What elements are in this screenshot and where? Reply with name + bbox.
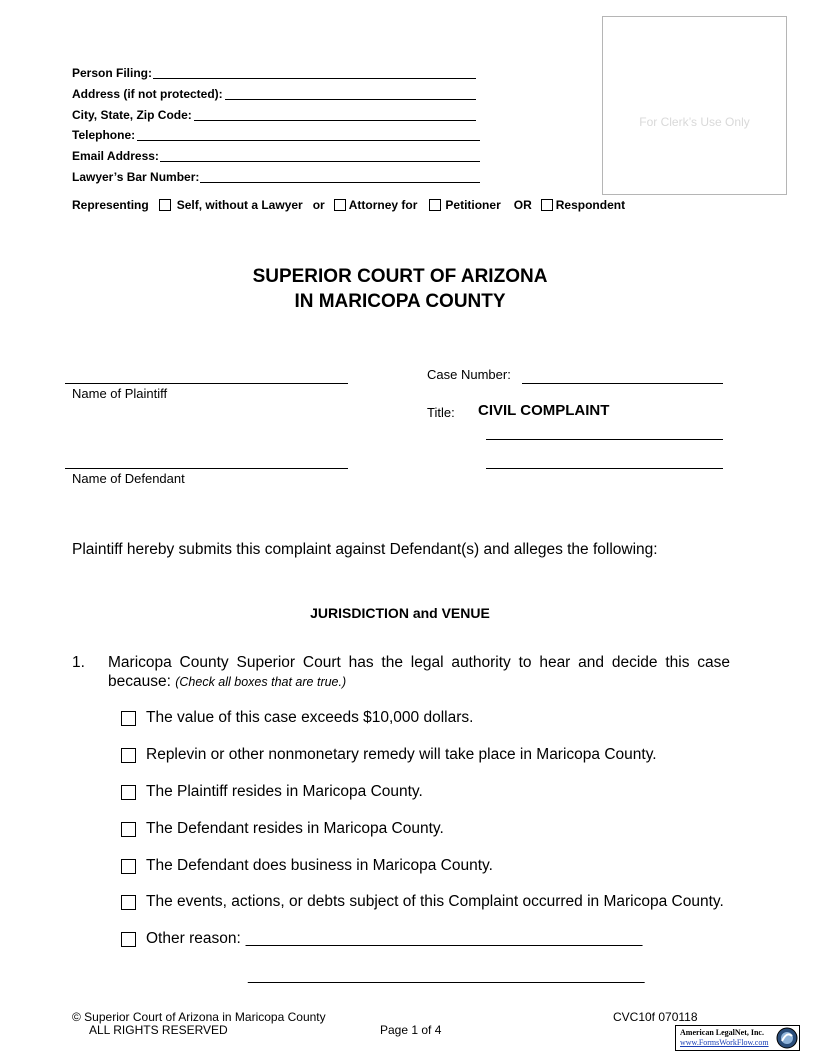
- footer-form-code: CVC10f 070118: [613, 1010, 698, 1024]
- respondent-label: Respondent: [555, 198, 626, 212]
- court-title-line-1: SUPERIOR COURT OF ARIZONA: [252, 266, 548, 287]
- bar-number-field[interactable]: [200, 182, 480, 183]
- address-field[interactable]: [225, 99, 476, 100]
- check-row-defendant-resides: [121, 820, 444, 838]
- other-reason-blank-2[interactable]: ______________________________________________: [248, 967, 645, 984]
- defendant-name-field[interactable]: [65, 468, 348, 469]
- intro-text: Plaintiff hereby submits this complaint against Defendant(s) and alleges the following:: [72, 541, 658, 558]
- case-number-field[interactable]: [522, 383, 723, 384]
- defendant-label: Name of Defendant: [72, 471, 185, 486]
- check-label: The Plaintiff resides in Maricopa County.: [146, 783, 423, 800]
- case-number-label: Case Number:: [427, 367, 511, 382]
- petitioner-label: Petitioner: [445, 198, 501, 212]
- legalnet-name: American LegalNet, Inc.: [680, 1028, 764, 1037]
- check-row-events: [121, 893, 724, 911]
- check-row-value: [121, 709, 473, 727]
- check-row-plaintiff-resides: [121, 783, 423, 801]
- other-reason-blank[interactable]: ______________________________________________: [245, 930, 643, 947]
- title-label: Title:: [427, 405, 455, 420]
- defendant-business-checkbox[interactable]: [121, 859, 136, 874]
- check-label: Replevin or other nonmonetary remedy will take place in Maricopa County.: [146, 746, 657, 763]
- self-checkbox[interactable]: [159, 199, 171, 211]
- legalnet-badge[interactable]: [675, 1025, 800, 1051]
- check-label: The Defendant does business in Maricopa County.: [146, 857, 493, 874]
- item-number: 1.: [72, 654, 85, 671]
- item-text-line-2: [108, 673, 346, 691]
- attorney-checkbox[interactable]: [334, 199, 346, 211]
- item-text-line-1: Maricopa County Superior Court has the legal authority to hear and decide this case: [108, 654, 730, 671]
- clerk-use-box: [602, 16, 787, 195]
- section-heading: JURISDICTION and VENUE: [310, 605, 490, 621]
- plaintiff-name-field[interactable]: [65, 383, 348, 384]
- representing-label: Representing: [72, 198, 149, 212]
- title-value: CIVIL COMPLAINT: [478, 402, 610, 419]
- respondent-checkbox[interactable]: [541, 199, 553, 211]
- or-text: or: [312, 198, 325, 212]
- footer-page: Page 1 of 4: [380, 1023, 442, 1037]
- bar-number-label: Lawyer’s Bar Number:: [72, 170, 200, 184]
- other-checkbox[interactable]: [121, 932, 136, 947]
- legalnet-logo-icon: [776, 1027, 798, 1049]
- events-checkbox[interactable]: [121, 895, 136, 910]
- check-label: The Defendant resides in Maricopa County.: [146, 820, 444, 837]
- email-label: Email Address:: [72, 149, 159, 163]
- plaintiff-label: Name of Plaintiff: [72, 386, 168, 401]
- address-label: Address (if not protected):: [72, 87, 223, 101]
- check-row-other: [121, 930, 642, 948]
- telephone-label: Telephone:: [72, 128, 136, 142]
- title-line-1[interactable]: [486, 439, 723, 440]
- city-state-zip-field[interactable]: [194, 120, 476, 121]
- plaintiff-resides-checkbox[interactable]: [121, 785, 136, 800]
- title-line-2[interactable]: [486, 468, 723, 469]
- value-checkbox[interactable]: [121, 711, 136, 726]
- petitioner-checkbox[interactable]: [429, 199, 441, 211]
- check-row-replevin: [121, 746, 657, 764]
- self-label: Self, without a Lawyer: [176, 198, 303, 212]
- email-field[interactable]: [160, 161, 480, 162]
- person-filing-field[interactable]: [153, 78, 476, 79]
- item-because: because:: [108, 673, 171, 690]
- item-note: (Check all boxes that are true.): [175, 675, 347, 689]
- check-label: The events, actions, or debts subject of this Complaint occurred in Maricopa County.: [146, 893, 724, 910]
- clerk-use-text: For Clerk’s Use Only: [639, 115, 750, 129]
- footer-rights: ALL RIGHTS RESERVED: [89, 1023, 228, 1037]
- person-filing-label: Person Filing:: [72, 66, 153, 80]
- replevin-checkbox[interactable]: [121, 748, 136, 763]
- footer-copyright: © Superior Court of Arizona in Maricopa County: [72, 1010, 326, 1024]
- city-state-zip-label: City, State, Zip Code:: [72, 108, 192, 122]
- or-text-2: OR: [513, 198, 532, 212]
- attorney-label: Attorney for: [348, 198, 418, 212]
- telephone-field[interactable]: [137, 140, 480, 141]
- representing-row: [72, 198, 625, 212]
- check-row-defendant-business: [121, 857, 493, 875]
- court-title-line-2: IN MARICOPA COUNTY: [294, 291, 506, 312]
- legalnet-url[interactable]: www.FormsWorkFlow.com: [680, 1038, 769, 1047]
- check-label: The value of this case exceeds $10,000 dollars.: [146, 709, 474, 726]
- defendant-resides-checkbox[interactable]: [121, 822, 136, 837]
- check-label: Other reason:: [146, 930, 241, 947]
